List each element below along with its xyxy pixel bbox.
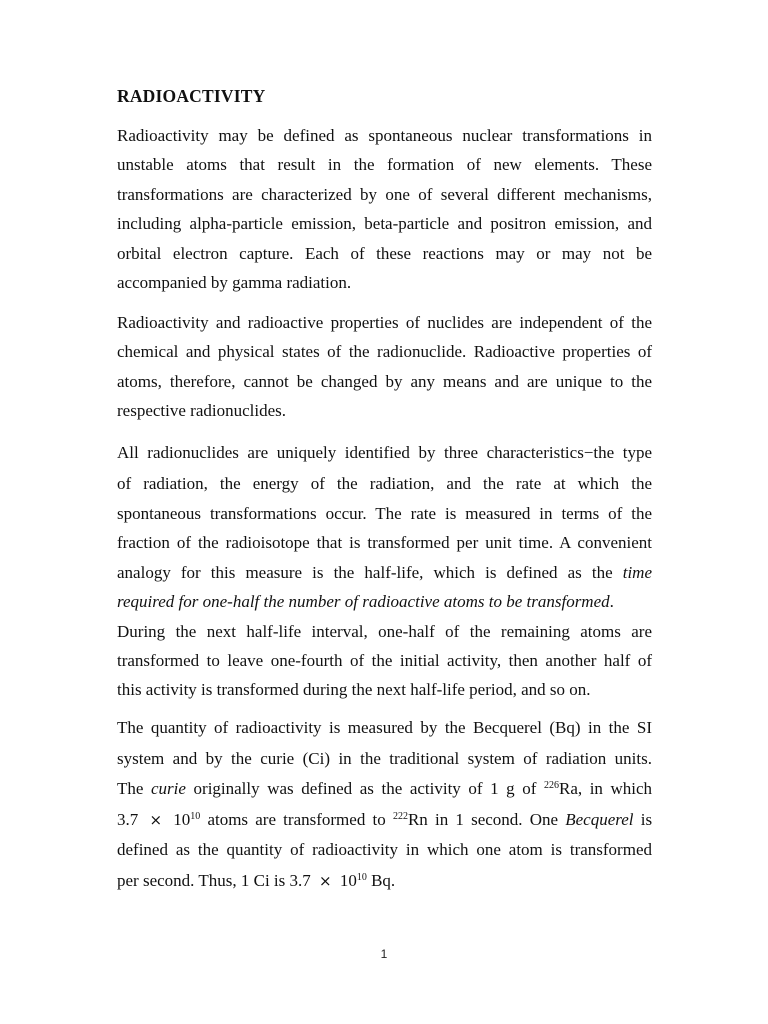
page-title: RADIOACTIVITY <box>117 86 266 106</box>
text-line: All radionuclides are uniquely identified by three characteristics−the type <box>117 443 652 462</box>
italic-term: Becquerel <box>565 809 634 829</box>
text-run: The <box>117 779 144 798</box>
text-line: spontaneous transformations occur. The rate is measured in terms of the <box>117 504 652 523</box>
text-line: respective radionuclides. <box>117 401 286 421</box>
text-run: originally was defined as the activity of 1 g of <box>193 779 537 798</box>
text-run: Rn in 1 second. One <box>407 809 559 829</box>
text-line: system and by the curie (Ci) in the traditional system of radiation units. <box>117 748 652 768</box>
text-run: . <box>609 592 614 612</box>
page-number: 1 <box>380 947 388 961</box>
text-run: Bq. <box>371 870 396 890</box>
text-line <box>117 558 652 587</box>
text-line: unstable atoms that result in the formation of new elements. These <box>117 155 652 175</box>
text-line: accompanied by gamma radiation. <box>117 273 352 293</box>
text-line: atoms, therefore, cannot be changed by any means and are unique to the <box>117 371 652 391</box>
text-run: 3.7 <box>117 809 139 829</box>
text-line: The quantity of radioactivity is measured by the Becquerel (Bq) in the SI <box>117 718 652 737</box>
text-line: Radioactivity may be defined as spontaneous nuclear transformations in <box>117 126 652 145</box>
paragraph-units <box>117 713 652 896</box>
text-line: During the next half-life interval, one-half of the remaining atoms are <box>117 621 652 641</box>
text-line: chemical and physical states of the radionuclide. Radioactive properties of <box>117 342 652 362</box>
italic-definition: required for one-half the number of radioactive atoms to be transformed <box>117 592 610 612</box>
text-line: including alpha-particle emission, beta-particle and positron emission, and <box>117 214 652 234</box>
text-run: is <box>640 809 653 829</box>
text-line <box>117 587 652 616</box>
superscript: 10 <box>190 810 201 822</box>
text-line: this activity is transformed during the next half-life period, and so on. <box>117 680 591 700</box>
text-line: of radiation, the energy of the radiation, and the rate at which the <box>117 474 652 493</box>
text-run: analogy for this measure is the half-life, which is defined as the <box>117 562 613 582</box>
text-line: fraction of the radioisotope that is transformed per unit time. A convenient <box>117 533 652 553</box>
paragraph-properties <box>117 308 652 426</box>
text-line: orbital electron capture. Each of these reactions may or may not be <box>117 243 652 263</box>
text-line: defined as the quantity of radioactivity in which one atom is transformed <box>117 840 652 859</box>
superscript: 226 <box>543 780 559 791</box>
italic-term: curie <box>151 779 186 798</box>
text-line: transformations are characterized by one of several different mechanisms, <box>117 184 652 204</box>
italic-term: time <box>622 562 653 582</box>
text-line <box>117 774 652 805</box>
multiply-symbol: × <box>149 810 163 829</box>
superscript: 10 <box>356 871 367 883</box>
text-line: transformed to leave one-fourth of the initial activity, then another half of <box>117 651 652 671</box>
multiply-symbol: × <box>319 871 332 890</box>
text-line <box>117 866 652 897</box>
paragraph-definition <box>117 121 652 297</box>
text-run: per second. Thus, 1 Ci is 3.7 <box>117 870 311 890</box>
text-line <box>117 805 652 836</box>
text-run: atoms are transformed to <box>207 809 386 829</box>
text-line: Radioactivity and radioactive properties of nuclides are independent of the <box>117 313 652 332</box>
text-run: 10 <box>339 870 357 890</box>
superscript: 222 <box>392 810 408 822</box>
text-run: 10 <box>173 809 191 829</box>
text-run: Ra, in which <box>558 779 653 798</box>
paragraph-characteristics <box>117 437 652 705</box>
